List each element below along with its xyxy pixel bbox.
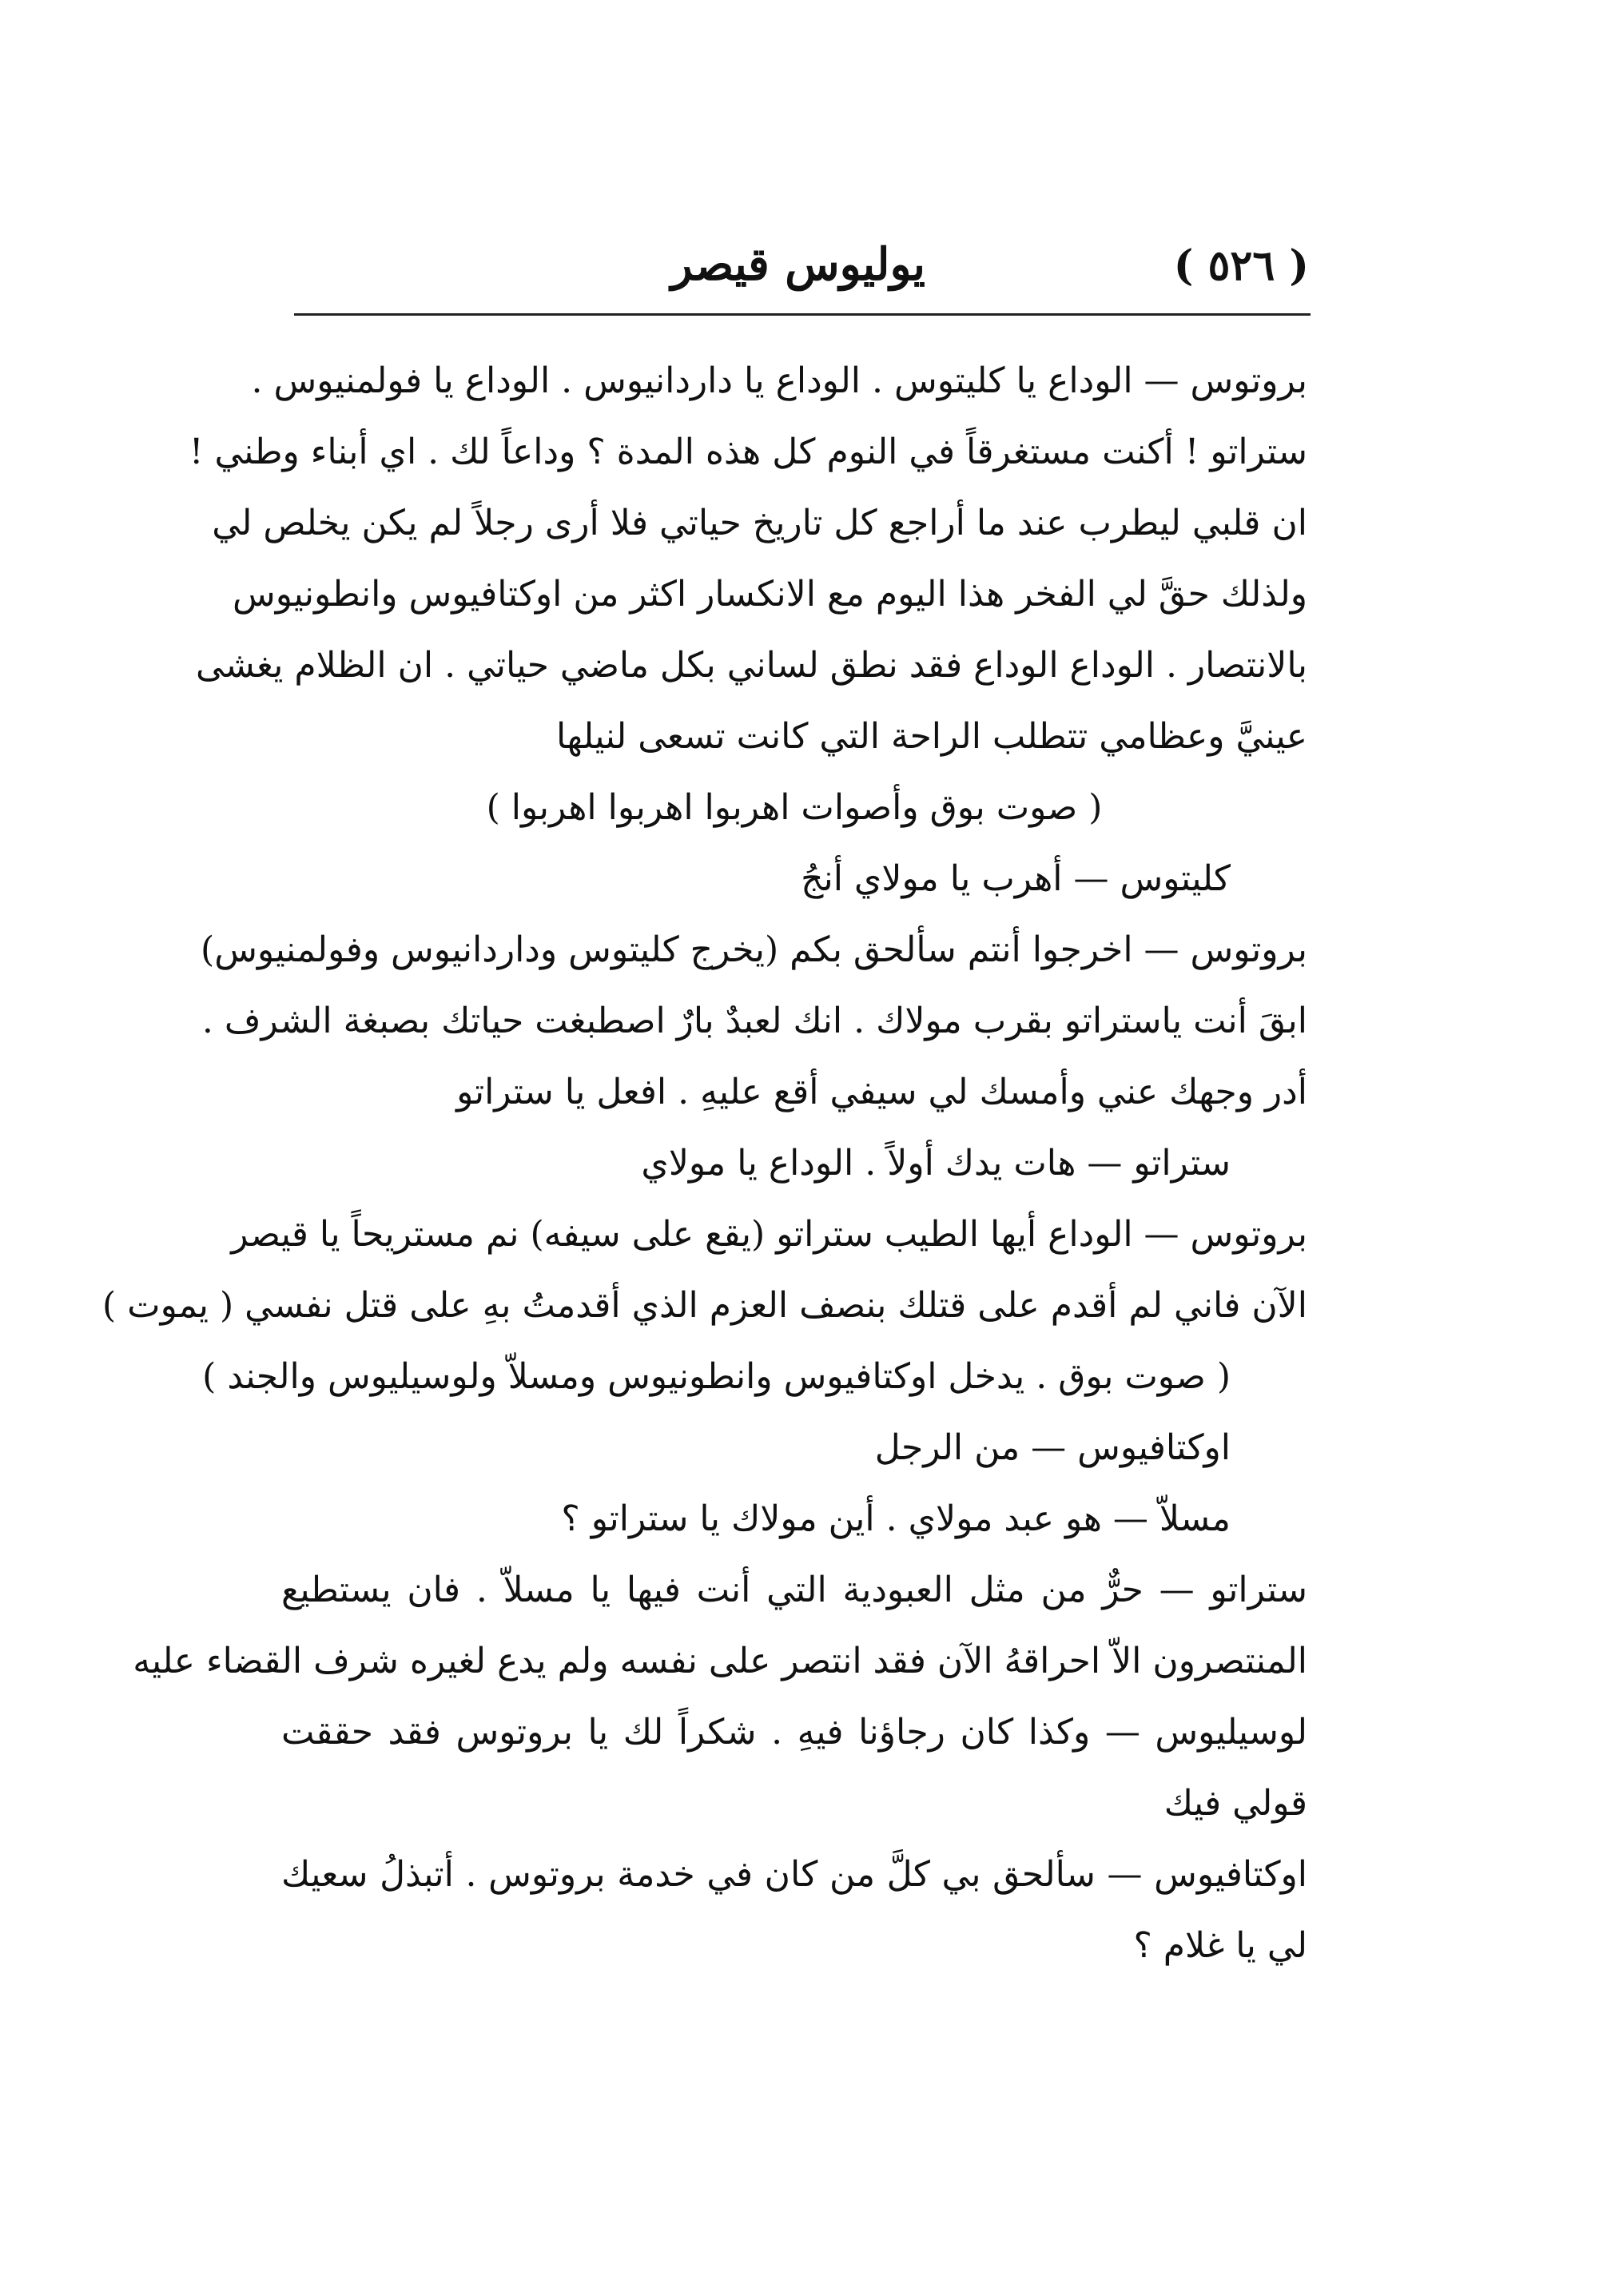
text-line: ستراتو ! أكنت مستغرقاً في النوم كل هذه المدة ؟ وداعاً لك . اي أبناء وطني ! <box>189 432 1307 472</box>
text-line: بروتوس — اخرجوا أنتم سألحق بكم (يخرج كليتوس وداردانيوس وفولمنيوس) <box>201 929 1307 970</box>
text-line: ستراتو — هات يدك أولاً . الوداع يا مولاي <box>641 1143 1231 1184</box>
text-line: لي يا غلام ؟ <box>1133 1925 1307 1966</box>
text-line: قولي فيك <box>1163 1783 1307 1824</box>
stage-direction: ( صوت بوق وأصوات اهربوا اهربوا اهربوا ) <box>486 787 1103 828</box>
text-line: لوسيليوس — وكذا كان رجاؤنا فيهِ . شكراً لك يا بروتوس فقد حققت <box>281 1712 1307 1753</box>
stage-direction: ( صوت بوق . يدخل اوكتافيوس وانطونيوس ومسلاّ ولوسيليوس والجند ) <box>202 1356 1231 1397</box>
text-line: عينيَّ وعظامي تتطلب الراحة التي كانت تسعى لنيلها <box>556 716 1307 757</box>
text-line: مسلاّ — هو عبد مولاي . أين مولاك يا ستراتو ؟ <box>561 1498 1231 1539</box>
text-line: اوكتافيوس — من الرجل <box>874 1427 1231 1468</box>
header-rule <box>294 313 1311 316</box>
page-body <box>102 345 1307 1981</box>
running-title: يوليوس قيصر <box>670 238 925 291</box>
text-line: ان قلبي ليطرب عند ما أراجع كل تاريخ حياتي فلا أرى رجلاً لم يكن يخلص لي <box>212 503 1307 543</box>
text-line: بروتوس — الوداع أيها الطيب ستراتو (يقع على سيفه) نم مستريحاً يا قيصر <box>231 1214 1307 1255</box>
text-line: ولذلك حقَّ لي الفخر هذا اليوم مع الانكسار اكثر من اوكتافيوس وانطونيوس <box>233 574 1307 615</box>
text-line: كليتوس — أهرب يا مولاي أنجُ <box>801 858 1231 899</box>
text-line: أدر وجهك عني وأمسك لي سيفي أقع عليهِ . افعل يا ستراتو <box>456 1072 1307 1112</box>
text-line: ستراتو — حرٌّ من مثل العبودية التي أنت فيها يا مسلاّ . فان يستطيع <box>281 1570 1307 1610</box>
text-line: اوكتافيوس — سألحق بي كلَّ من كان في خدمة بروتوس . أتبذلُ سعيك <box>281 1854 1307 1895</box>
text-line: بالانتصار . الوداع الوداع فقد نطق لساني بكل ماضي حياتي . ان الظلام يغشى <box>196 645 1307 686</box>
text-line: ابقَ أنت ياستراتو بقرب مولاك . انك لعبدٌ بارٌ اصطبغت حياتك بصبغة الشرف . <box>201 1001 1307 1041</box>
text-line: بروتوس — الوداع يا كليتوس . الوداع يا داردانيوس . الوداع يا فولمنيوس . <box>251 360 1307 401</box>
text-line: المنتصرون الاّ احراقهُ الآن فقد انتصر على نفسه ولم يدع لغيره شرف القضاء عليه <box>133 1641 1307 1681</box>
page-number: ( ٥٢٦ ) <box>1173 241 1309 290</box>
page-header <box>296 224 1309 312</box>
text-line: الآن فاني لم أقدم على قتلك بنصف العزم الذي أقدمتُ بهِ على قتل نفسي ( يموت ) <box>102 1285 1307 1326</box>
